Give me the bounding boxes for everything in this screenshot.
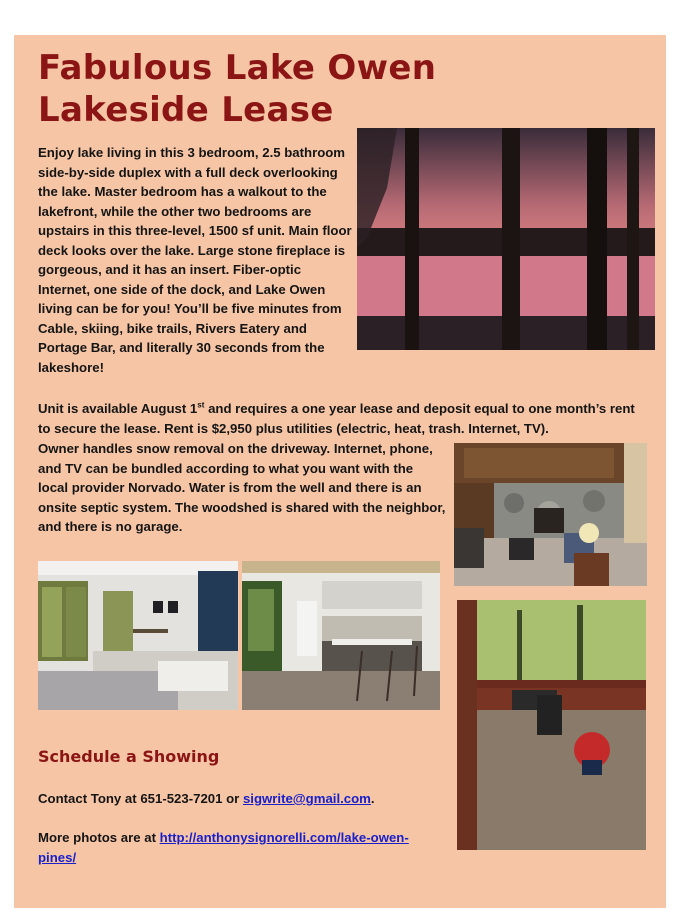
lease-sup: st [197,400,205,410]
lake-sunset-photo [357,128,655,350]
living-room-fireplace-photo [454,443,647,586]
lease-details-paragraph: Owner handles snow removal on the driveway. Internet, phone, and TV can be bundled according to what you want with the local provider Norvado. Water is from the well and there is an onsite septic system. The woodshed is shared with the neighbor, and there is no garage. [38,441,446,534]
photos-link[interactable]: http://anthonysignorelli.com/lake-owen-pines/ [38,830,409,865]
title-line-1: Fabulous Lake Owen [38,48,437,88]
description-paragraph: Enjoy lake living in this 3 bedroom, 2.5 bathroom side-by-side duplex with a full deck overlooking the lake. Master bedroom has a walkout to the lakefront, while the other two bedrooms are upstairs in this three-level, 1500 sf unit. Main floor deck looks over the lake. Large stone fireplace is gorgeous, and it has an insert. Fiber-optic Internet, one side of the dock, and Lake Owen living can be for you! You’ll be five minutes from Cable, skiing, bike trails, Rivers Eatery and Portage Bar, and literally 30 seconds from the lakeshore! [38,145,352,375]
lease-terms-paragraph [38,399,650,438]
schedule-heading: Schedule a Showing [38,747,220,766]
flyer-page [14,35,666,908]
contact-suffix: . [370,791,375,806]
contact-prefix: Contact Tony at 651-523-7201 or [38,791,243,806]
lease-prefix: Unit is available August 1 [38,401,198,416]
bedroom-photo [38,561,238,710]
more-prefix: More photos are at [38,830,160,845]
flyer-title [38,47,478,131]
title-line-2: Lakeside Lease [38,90,334,130]
contact-line [38,789,438,809]
email-link[interactable]: sigwrite@gmail.com [242,791,371,806]
kitchen-photo [242,561,440,710]
deck-photo [457,600,646,850]
more-photos-line [38,828,438,867]
lease-rest: and requires a one year lease and deposit equal to one month’s rent to secure the lease. Rent is $2,950 plus utilities (electric, heat, trash. Internet, TV). [38,401,635,436]
